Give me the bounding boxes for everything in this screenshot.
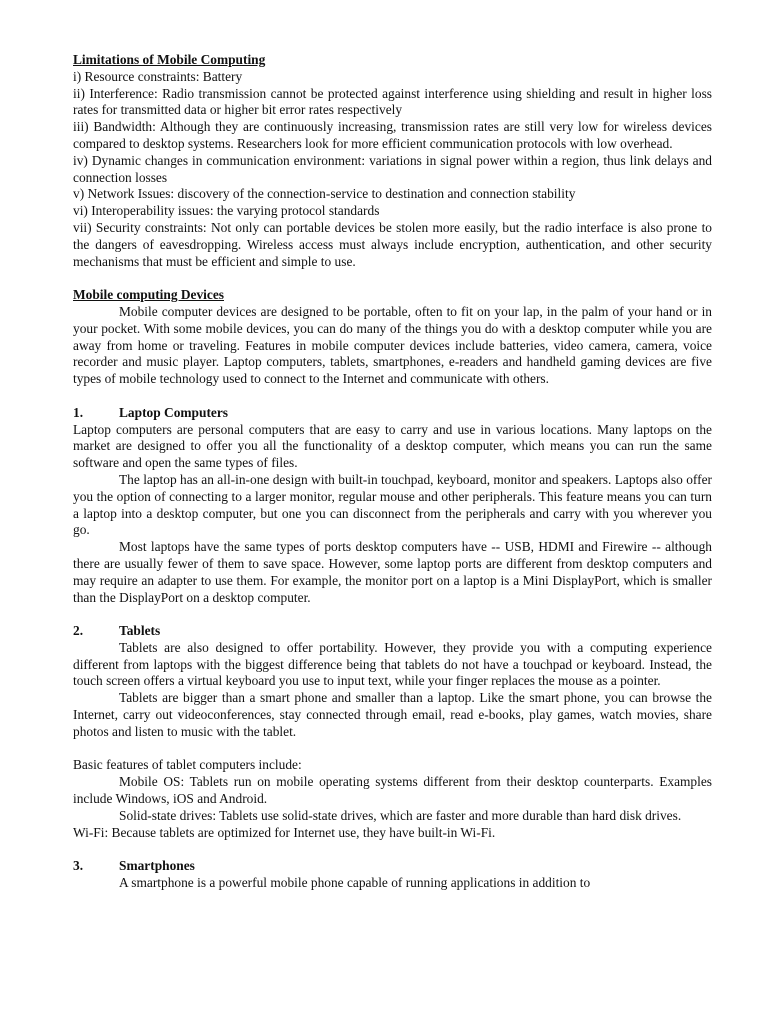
limitation-item: ii) Interference: Radio transmission cannot be protected against interference using shielding and result in higher loss rates for transmitted data or higher bit error rates respectively [73, 85, 712, 118]
feature-paragraph: Solid-state drives: Tablets use solid-state drives, which are faster and more durable than hard disk drives. [119, 807, 682, 823]
feature-paragraph: Wi-Fi: Because tablets are optimized for Internet use, they have built-in Wi-Fi. [73, 824, 496, 840]
section-title: Laptop Computers [119, 404, 228, 420]
paragraph: The laptop has an all-in-one design with built-in touchpad, keyboard, monitor and speakers. Laptops also offer you the option of connecting to a larger monitor, regular mouse and other peripherals. This feature means you can turn a laptop into a desktop computer, but one you can disconnect from the peripherals and carry with you wherever you go. [73, 471, 712, 538]
limitation-item: vi) Interoperability issues: the varying protocol standards [73, 203, 380, 219]
section-number: 2. [73, 623, 84, 639]
paragraph: Basic features of tablet computers include: [73, 757, 302, 773]
limitation-item: i) Resource constraints: Battery [73, 68, 243, 84]
spacer [73, 841, 712, 858]
section-heading-laptops [73, 405, 712, 422]
section-heading-tablets [73, 623, 712, 640]
spacer [73, 388, 712, 405]
limitation-item: iii) Bandwidth: Although they are continuously increasing, transmission rates are still very low for wireless devices compared to desktop systems. Researchers look for more efficient communication protocols with low overhead. [73, 119, 712, 151]
section-number: 1. [73, 404, 84, 420]
paragraph: Tablets are also designed to offer portability. However, they provide you with a computing experience different from laptops with the biggest difference being that tablets do not have a touchpad or keyboard. Instead, the touch screen offers a virtual keyboard you use to input text, while your finger replaces the mouse as a pointer. [73, 639, 712, 689]
devices-heading: Mobile computing Devices [73, 287, 224, 303]
limitation-item: vii) Security constraints: Not only can portable devices be stolen more easily, but the radio interface is also prone to the dangers of eavesdropping. Wireless access must always include encryption, authentication, and other security mechanisms that must be efficient and simple to use. [73, 219, 712, 269]
spacer [73, 606, 712, 623]
limitation-item: v) Network Issues: discovery of the connection-service to destination and connection stability [73, 186, 576, 202]
limitations-heading: Limitations of Mobile Computing [73, 52, 266, 67]
paragraph: Tablets are bigger than a smart phone and smaller than a laptop. Like the smart phone, you can browse the Internet, carry out videoconferences, stay connected through email, read e-books, play games, watch movies, share photos and listen to music with the tablet. [73, 690, 712, 739]
limitation-item: iv) Dynamic changes in communication environment: variations in signal power within a region, thus link delays and connection losses [73, 152, 712, 185]
section-heading-smartphones [73, 858, 712, 875]
spacer [73, 270, 712, 287]
feature-paragraph: Mobile OS: Tablets run on mobile operating systems different from their desktop counterparts. Examples include Windows, iOS and Android. [73, 774, 712, 807]
paragraph: Most laptops have the same types of ports desktop computers have -- USB, HDMI and Firewire -- although there are usually fewer of them to save space. However, some laptop ports are different from desktop computers and may require an adapter to use them. For example, the monitor port on a laptop is a Mini DisplayPort, which is smaller than the DisplayPort on a desktop computer. [73, 539, 712, 605]
section-number: 3. [73, 858, 84, 874]
paragraph: A smartphone is a powerful mobile phone capable of running applications in addition to [119, 875, 591, 891]
document-page [73, 52, 712, 892]
section-title: Smartphones [119, 858, 195, 874]
spacer [73, 741, 712, 758]
paragraph: Laptop computers are personal computers that are easy to carry and use in various locations. Many laptops on the market are designed to offer you all the functionality of a desktop computer, which means you can run the same software and open the same types of files. [73, 421, 712, 471]
section-title: Tablets [119, 623, 161, 639]
devices-intro-paragraph: Mobile computer devices are designed to be portable, often to fit on your lap, in the palm of your hand or in your pocket. With some mobile devices, you can do many of the things you do with a desktop computer while you are away from home or traveling. Features in mobile computer devices include batteries, video camera, camera, voice recorder and music player. Laptop computers, tablets, smartphones, e-readers and handheld gaming devices are five types of mobile technology used to connect to the Internet and communicate with others. [73, 303, 712, 387]
